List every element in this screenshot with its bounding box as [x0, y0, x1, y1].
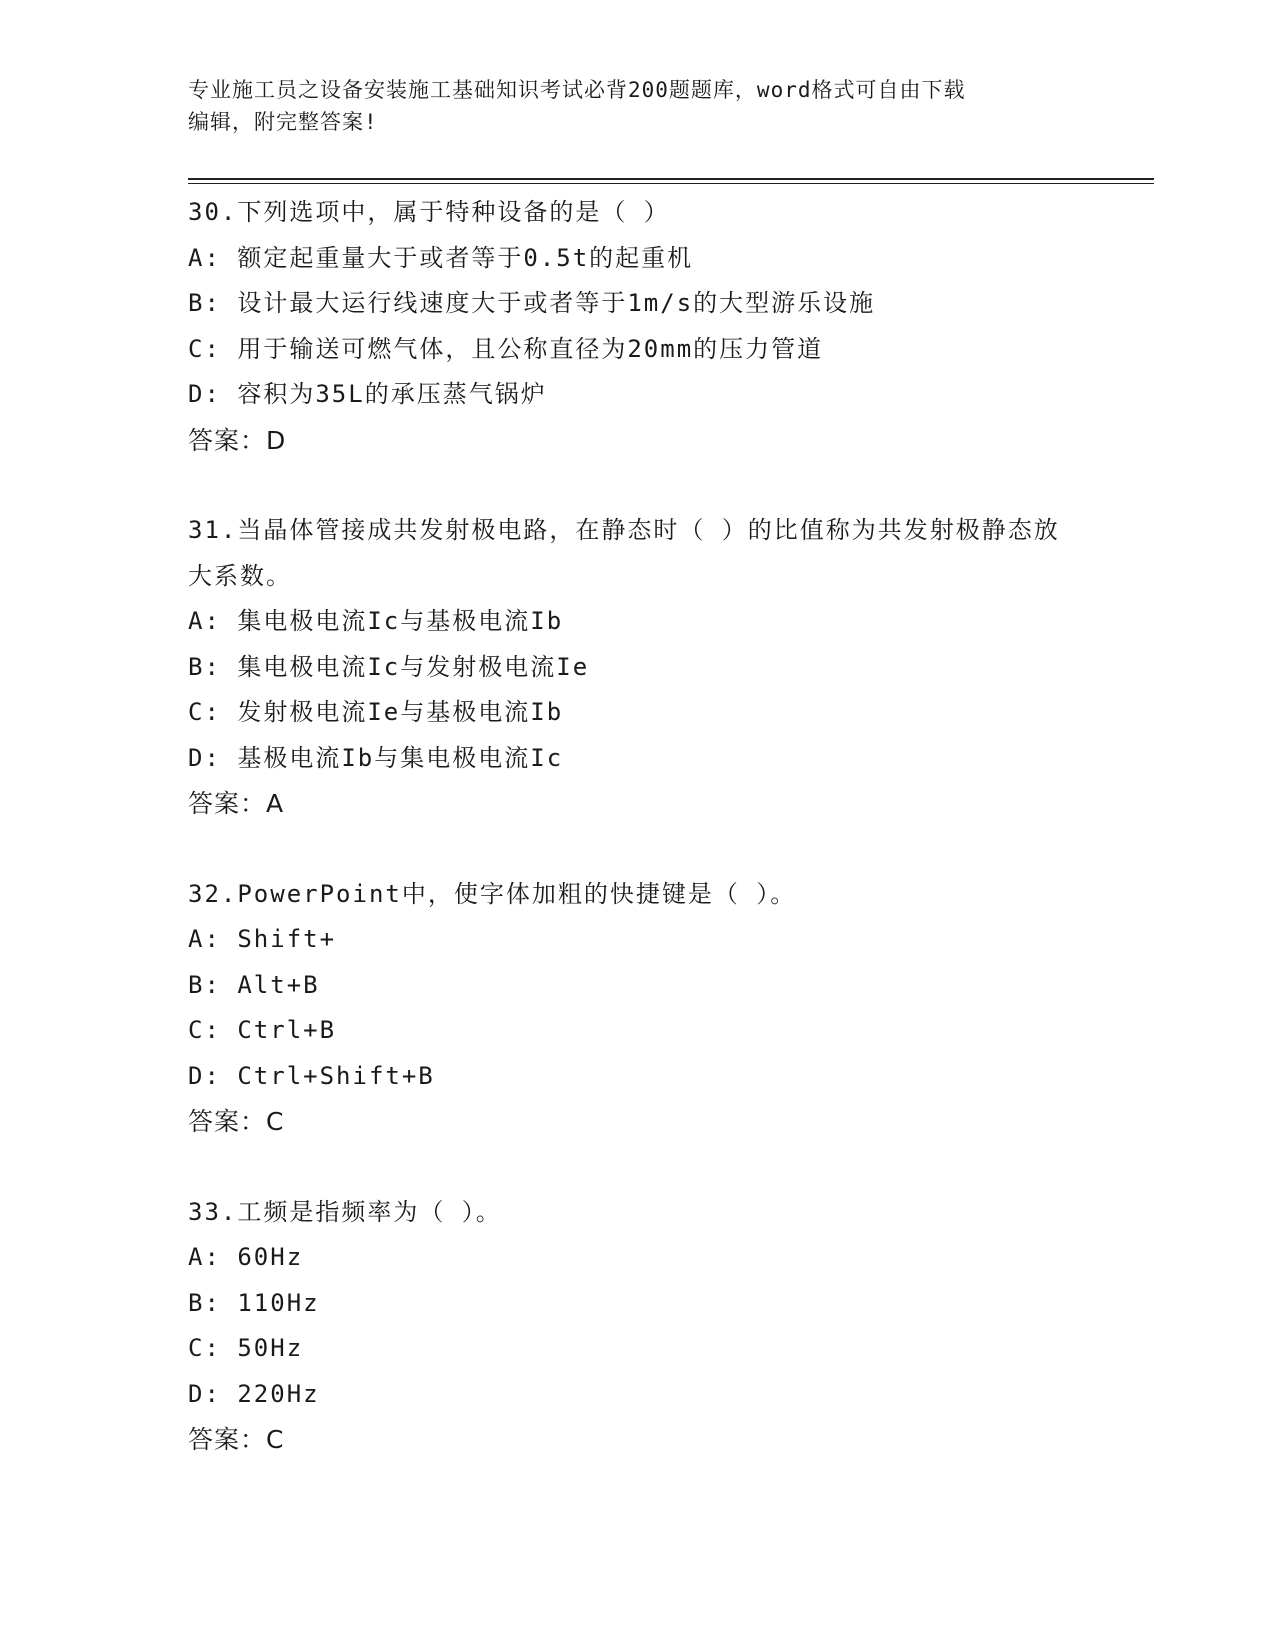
option-letter: C: [188, 334, 221, 363]
option-letter: A: [188, 607, 221, 635]
option-b [188, 281, 1168, 327]
option-letter: A: [188, 1243, 221, 1271]
option-text: 容积为35L的承压蒸气锅炉 [237, 380, 547, 408]
option-b [188, 1281, 1168, 1327]
question-33 [188, 1190, 1168, 1463]
option-letter: B: [188, 970, 221, 999]
answer-line: 答案：C [188, 1425, 285, 1454]
option-d [188, 736, 1168, 782]
option-text: 集电极电流Ic与基极电流Ib [237, 607, 564, 635]
option-b [188, 645, 1168, 691]
option-a [188, 1235, 1168, 1281]
question-stem: 32.PowerPoint中，使字体加粗的快捷键是（ ）。 [188, 879, 797, 908]
option-text: 50Hz [237, 1334, 304, 1362]
option-a [188, 599, 1168, 645]
option-text: 用于输送可燃气体，且公称直径为20mm的压力管道 [237, 334, 824, 363]
option-letter: C: [188, 1016, 221, 1044]
header-divider-thick [188, 178, 1154, 180]
option-text: 110Hz [237, 1288, 320, 1317]
option-letter: B: [188, 652, 221, 681]
option-text: 额定起重量大于或者等于0.5t的起重机 [237, 243, 694, 272]
header-line-2: 编辑，附完整答案! [188, 110, 378, 134]
option-text: Ctrl+Shift+B [237, 1061, 435, 1090]
question-stem: 31.当晶体管接成共发射极电路，在静态时（ ）的比值称为共发射极静态放大系数。 [188, 516, 1060, 590]
question-stem: 33.工频是指频率为（ ）。 [188, 1197, 502, 1226]
option-d [188, 1372, 1168, 1418]
question-32 [188, 872, 1168, 1145]
question-list [188, 190, 1168, 1508]
option-letter: C: [188, 1334, 221, 1362]
answer-line: 答案：D [188, 425, 287, 455]
question-stem: 30.下列选项中，属于特种设备的是（ ） [188, 198, 670, 226]
option-text: 220Hz [237, 1379, 320, 1408]
option-text: Ctrl+B [237, 1016, 337, 1044]
option-c [188, 1008, 1168, 1054]
option-a [188, 236, 1168, 282]
option-text: 基极电流Ib与集电极电流Ic [237, 743, 564, 772]
answer-line: 答案：C [188, 1107, 285, 1136]
option-letter: C: [188, 698, 221, 726]
option-letter: B: [188, 289, 221, 317]
option-c [188, 1326, 1168, 1372]
option-letter: A: [188, 243, 221, 272]
option-text: Shift+ [237, 925, 337, 953]
option-letter: B: [188, 1288, 221, 1317]
answer-line: 答案：A [188, 789, 285, 818]
option-letter: D: [188, 1379, 221, 1408]
option-c [188, 327, 1168, 373]
option-letter: D: [188, 380, 221, 408]
option-text: 集电极电流Ic与发射极电流Ie [237, 652, 590, 681]
option-text: 60Hz [237, 1243, 304, 1271]
option-letter: A: [188, 925, 221, 953]
option-b [188, 963, 1168, 1009]
option-text: 设计最大运行线速度大于或者等于1m/s的大型游乐设施 [237, 289, 876, 317]
option-letter: D: [188, 743, 221, 772]
option-letter: D: [188, 1061, 221, 1090]
header-divider-thin [188, 183, 1154, 184]
header-line-1: 专业施工员之设备安装施工基础知识考试必背200题题库，word格式可自由下载 [188, 78, 966, 102]
option-text: 发射极电流Ie与基极电流Ib [237, 698, 564, 726]
option-d [188, 1054, 1168, 1100]
option-text: Alt+B [237, 970, 320, 999]
option-d [188, 372, 1168, 418]
option-c [188, 690, 1168, 736]
document-header [188, 74, 1088, 138]
question-31 [188, 508, 1168, 827]
option-a [188, 917, 1168, 963]
question-30 [188, 190, 1168, 463]
